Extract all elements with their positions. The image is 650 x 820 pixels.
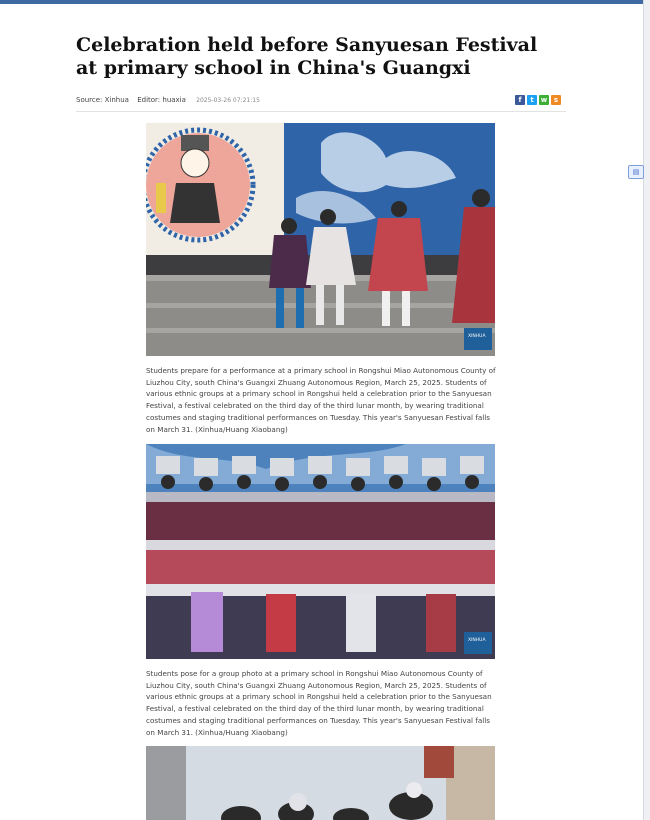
wechat-icon[interactable]: w <box>540 96 548 104</box>
watermark-text: XINHUA <box>468 638 486 643</box>
photo-caption-1: Students prepare for a performance at a primary school in Rongshui Miao Autonomous County of Liuzhou City, south China's Guangxi Zhuang Autonomous Region, March 25, 2025. Students of various ethnic groups at a primary school in Rongshui held a celebration prior to the Sanyuesan Festival, a festival celebrated on the third day of the third lunar month, by wearing traditional costumes and staging traditional performances on Tuesday. This year's Sanyuesan Festival falls on March 31. (Xinhua/Huang Xiaobang) <box>146 366 496 434</box>
scrollbar[interactable] <box>643 0 650 820</box>
editor-label: Editor: huaxia <box>137 96 186 104</box>
article-photo-3 <box>146 746 495 820</box>
facebook-icon[interactable]: f <box>515 95 525 105</box>
source-label: Source: Xinhua <box>76 96 129 104</box>
article-photo-1 <box>146 123 495 356</box>
article-photo-2 <box>146 444 495 659</box>
article-meta <box>76 96 266 104</box>
twitter-icon[interactable]: t <box>527 95 537 105</box>
photo-caption-2: Students pose for a group photo at a primary school in Rongshui Miao Autonomous County of Liuzhou City, south China's Guangxi Zhuang Autonomous Region, March 25, 2025. Students of various ethnic groups at a primary school in Rongshui held a celebration prior to the Sanyuesan Festival, a festival celebrated on the third day of the third lunar month, by wearing traditional costumes and staging traditional performances on Tuesday. This year's Sanyuesan Festival falls on March 31. (Xinhua/Huang Xiaobang) <box>146 669 492 737</box>
divider <box>76 111 566 112</box>
weibo-icon[interactable]: s <box>551 95 561 105</box>
watermark-text: XINHUA <box>468 334 486 339</box>
timestamp: 2025-03-26 07:21:15 <box>196 97 260 104</box>
page-title: Celebration held before Sanyuesan Festival at primary school in China's Guangxi <box>76 34 538 79</box>
reader-mode-icon[interactable]: ▤ <box>628 165 644 179</box>
top-accent-bar <box>0 0 644 4</box>
share-bar <box>515 95 561 105</box>
